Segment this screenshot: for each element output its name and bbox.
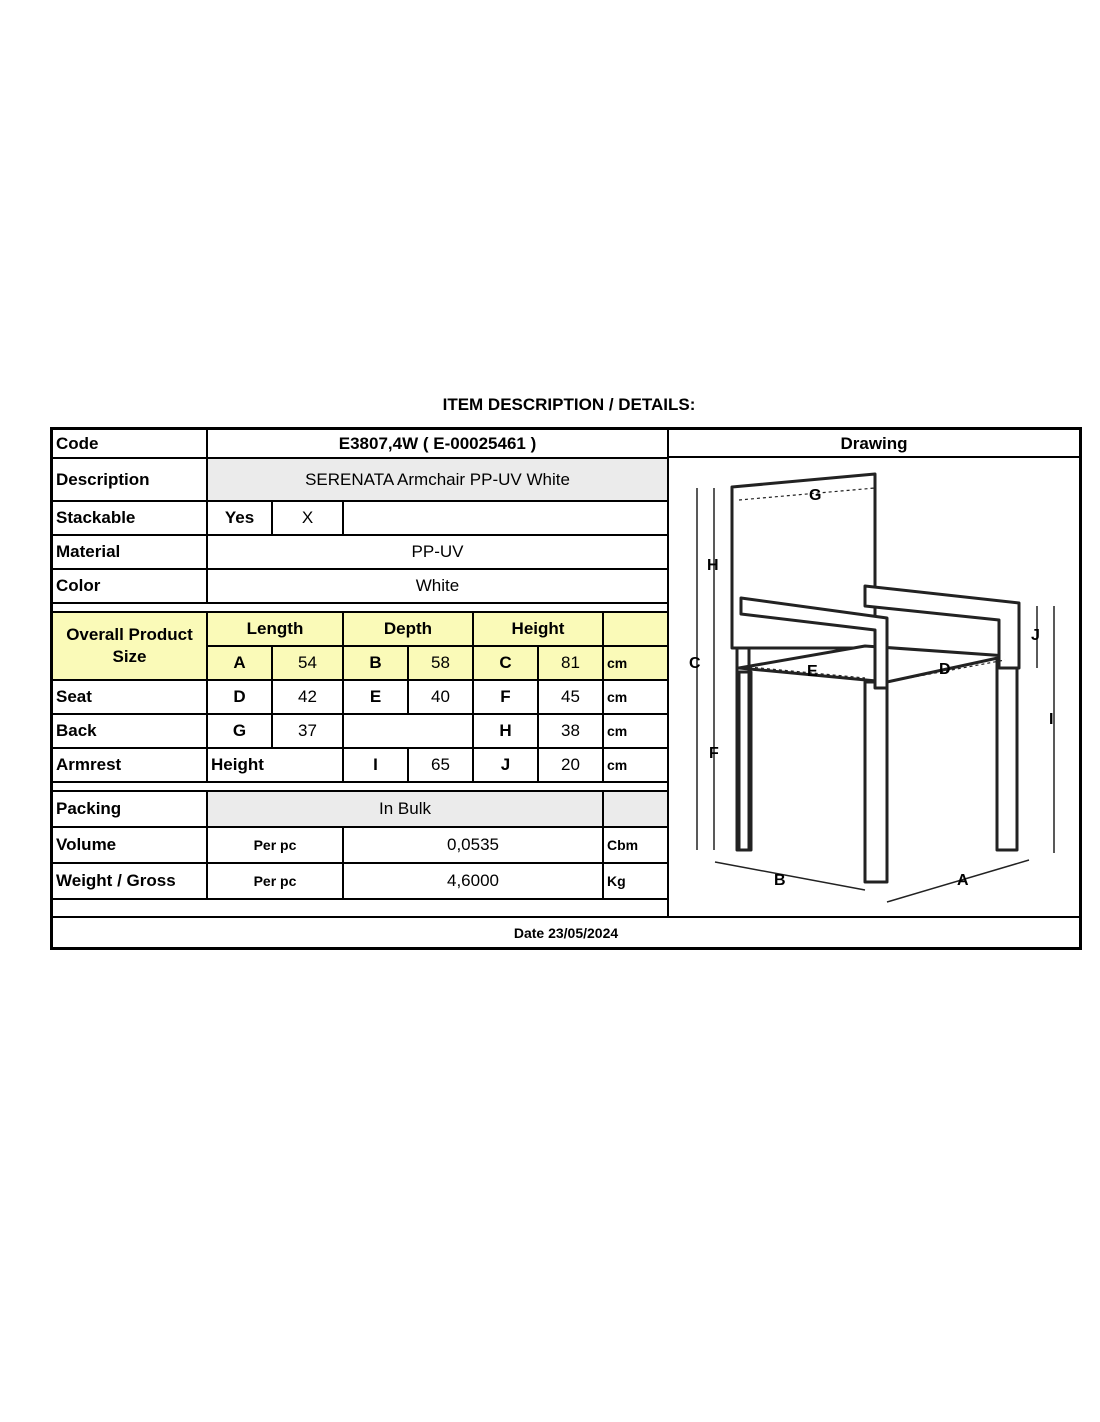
spacer-row-2 [53,782,668,791]
dim-i-value: 65 [408,748,473,782]
back-label: Back [53,714,207,748]
description-label: Description [53,458,207,501]
volume-per: Per pc [207,827,343,863]
sheet-title: ITEM DESCRIPTION / DETAILS: [442,395,696,414]
dim-d-value: 42 [272,680,343,714]
color-value: White [207,569,668,603]
volume-label: Volume [53,827,207,863]
label-d: D [939,661,951,678]
dim-c-value: 81 [538,646,603,680]
label-j: J [1031,627,1040,644]
dim-e-value: 40 [408,680,473,714]
dim-g-label: G [207,714,272,748]
label-g: G [809,487,822,504]
overall-size-label: Overall Product Size [53,612,207,680]
stackable-yes: Yes [207,501,272,535]
chair-front-left-leg [865,682,887,882]
dim-f-label: F [473,680,538,714]
code-label: Code [53,430,207,458]
dim-c-label: C [473,646,538,680]
stackable-empty [343,501,668,535]
dim-a-label: A [207,646,272,680]
code-value: E3807,4W ( E-00025461 ) [207,430,668,458]
overall-unit: cm [603,646,668,680]
dim-i-label: I [343,748,408,782]
packing-label: Packing [53,791,207,827]
material-label: Material [53,535,207,569]
packing-empty [603,791,668,827]
spacer-row [53,603,668,612]
volume-unit: Cbm [603,827,668,863]
back-empty [343,714,473,748]
weight-unit: Kg [603,863,668,899]
drawing-header: Drawing [667,430,1079,458]
length-header: Length [207,612,343,646]
seat-label: Seat [53,680,207,714]
depth-header: Depth [343,612,473,646]
packing-value: In Bulk [207,791,603,827]
date-row: Date 23/05/2024 [53,916,1079,947]
dim-a-value: 54 [272,646,343,680]
dim-h-label: H [473,714,538,748]
dim-d-label: D [207,680,272,714]
description-value: SERENATA Armchair PP-UV White [207,458,668,501]
chair-rear-right-leg [997,658,1017,850]
armrest-label: Armrest [53,748,207,782]
label-h: H [707,557,719,574]
label-i: I [1049,711,1054,728]
weight-per: Per pc [207,863,343,899]
stackable-mark: X [272,501,343,535]
label-f: F [709,745,719,762]
weight-value: 4,6000 [343,863,603,899]
chair-seat [739,646,1007,682]
dim-f-value: 45 [538,680,603,714]
details-frame [50,427,1082,950]
weight-label: Weight / Gross [53,863,207,899]
seat-unit: cm [603,680,668,714]
color-label: Color [53,569,207,603]
height-header: Height [473,612,603,646]
armrest-unit: cm [603,748,668,782]
dim-j-value: 20 [538,748,603,782]
stackable-label: Stackable [53,501,207,535]
chair-drawing [667,458,1079,916]
dim-b-value: 58 [408,646,473,680]
label-c: C [689,655,701,672]
back-unit: cm [603,714,668,748]
label-e: E [807,663,818,680]
label-a: A [957,872,969,889]
dim-e-label: E [343,680,408,714]
spec-table [53,430,669,900]
volume-value: 0,0535 [343,827,603,863]
dim-g-value: 37 [272,714,343,748]
unit-header-empty [603,612,668,646]
label-b: B [774,872,786,889]
dim-j-label: J [473,748,538,782]
dim-h-value: 38 [538,714,603,748]
chair-drawing-svg [669,458,1079,916]
dim-b-label: B [343,646,408,680]
material-value: PP-UV [207,535,668,569]
armrest-height-label: Height [207,748,343,782]
